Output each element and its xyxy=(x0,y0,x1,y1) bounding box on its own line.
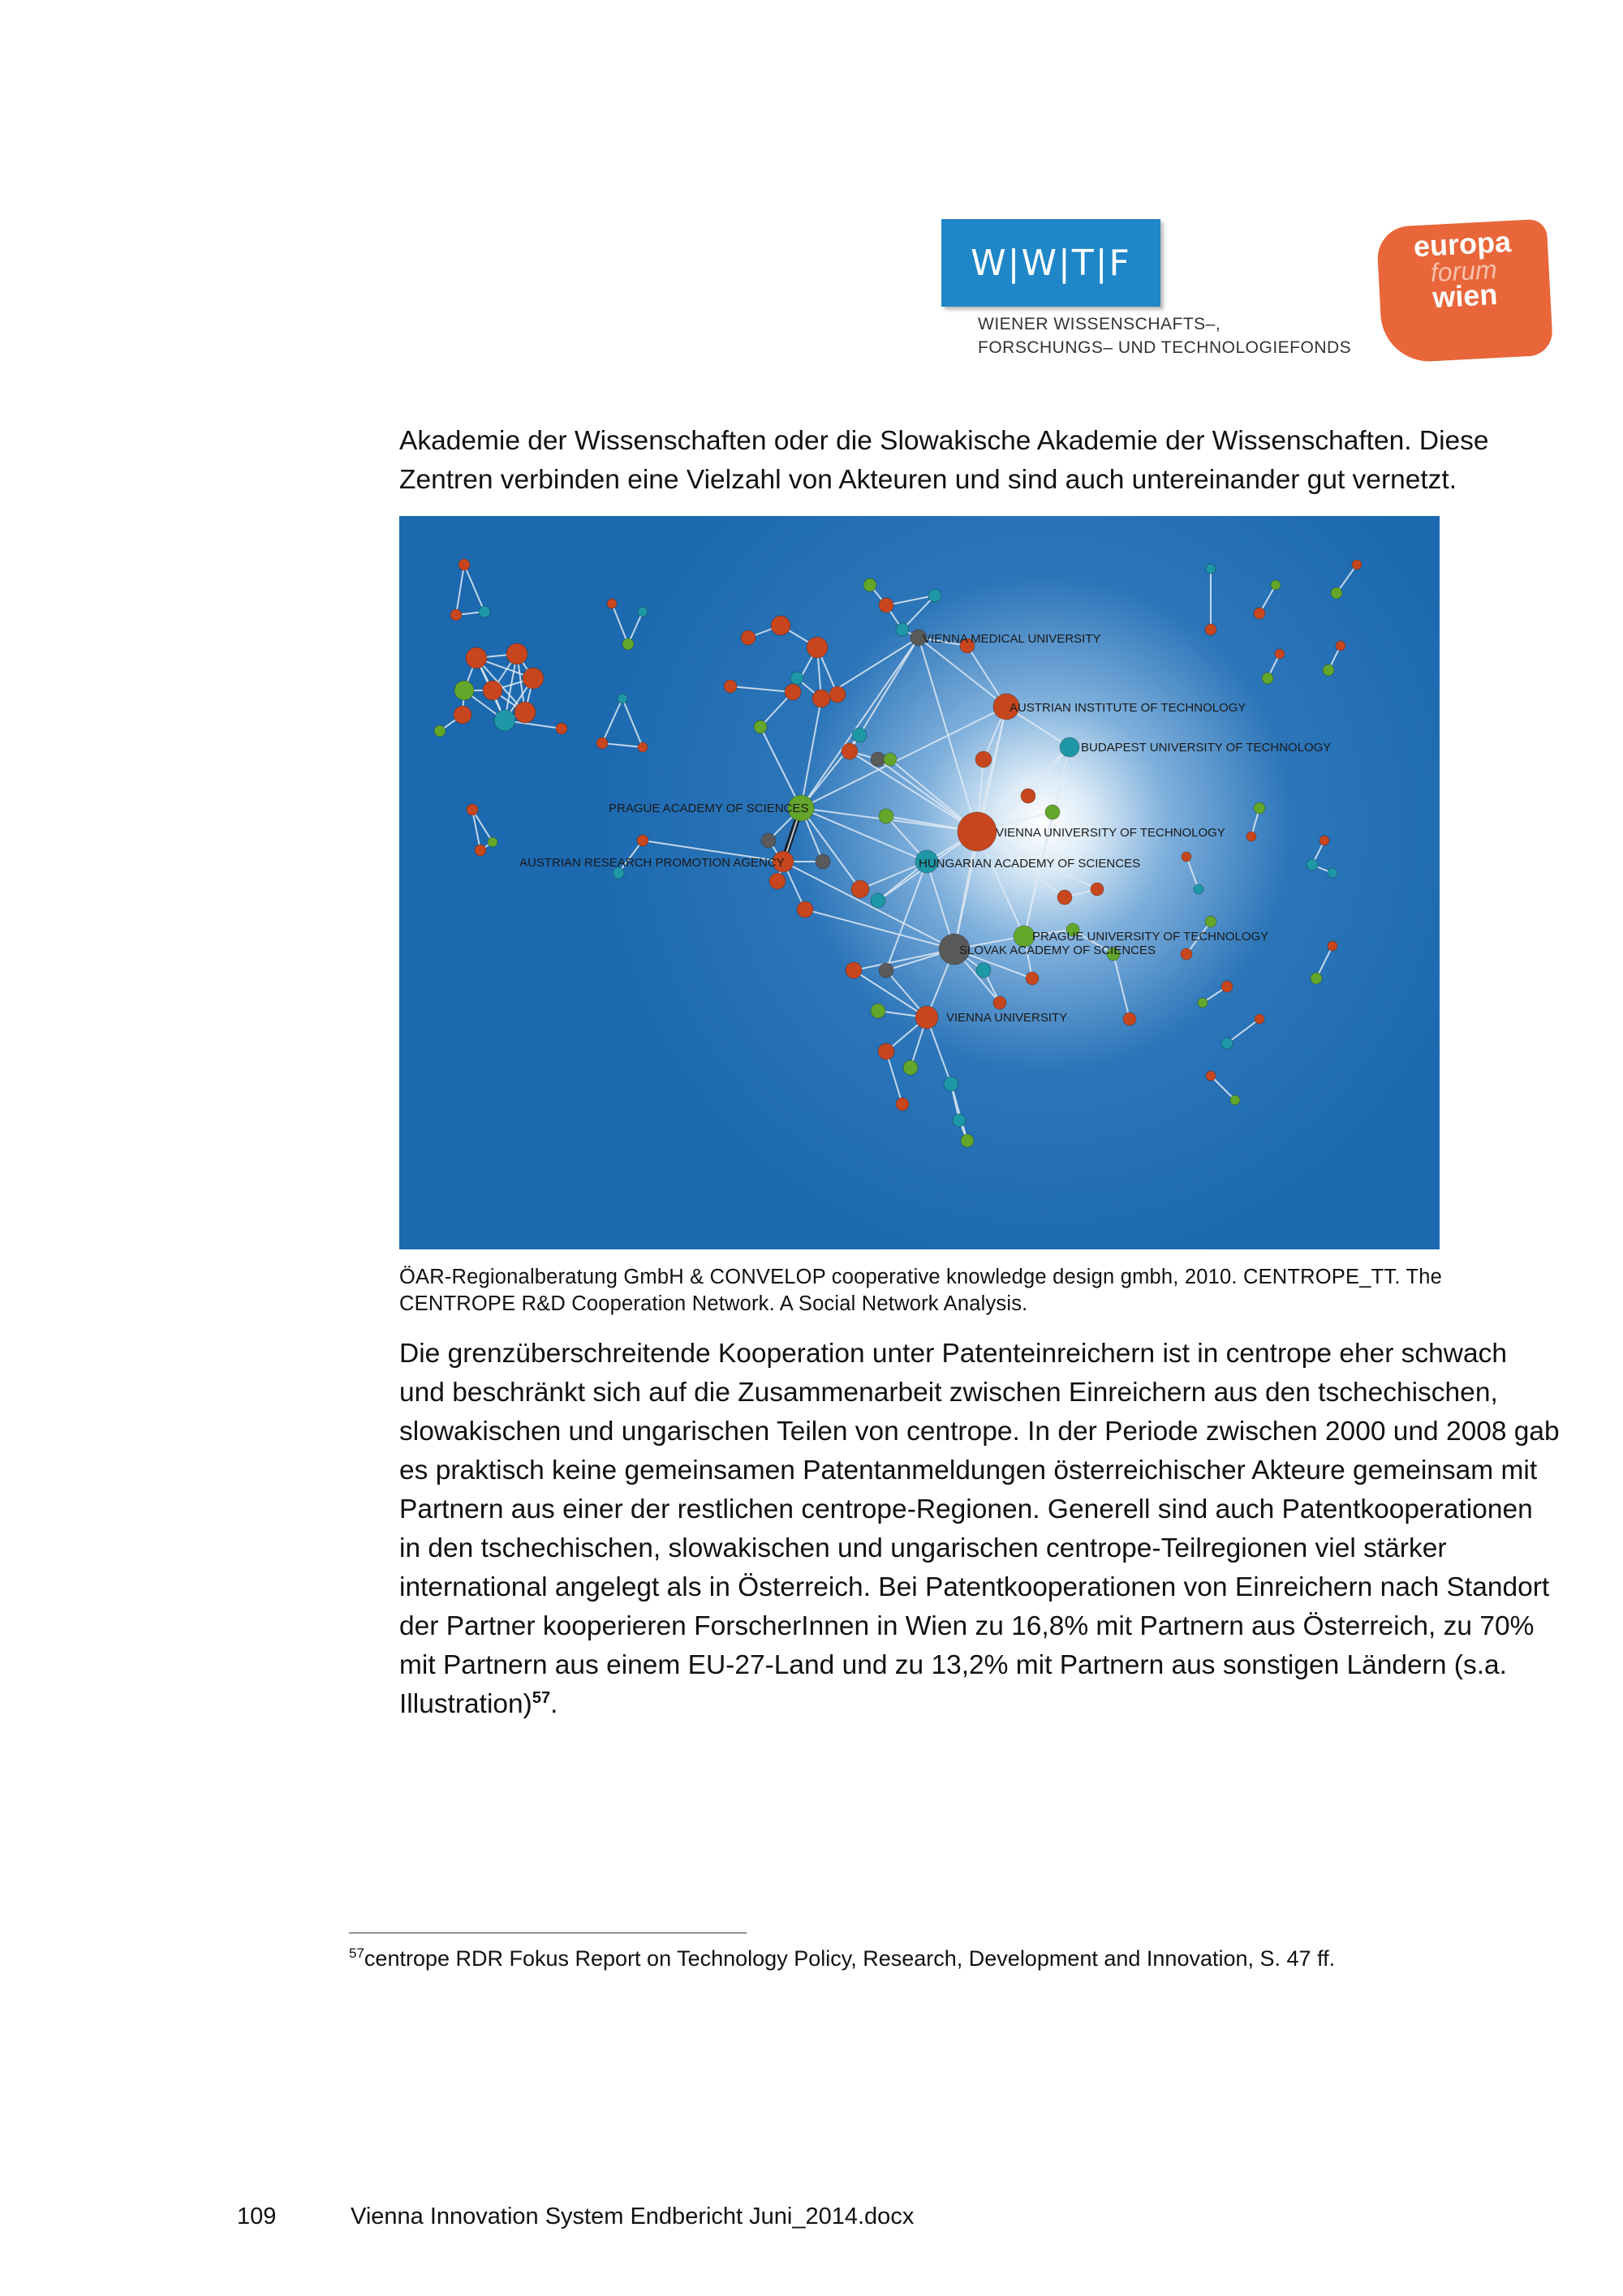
footnote-number: 57 xyxy=(349,1946,364,1961)
network-node xyxy=(467,804,478,815)
network-node xyxy=(1045,805,1060,819)
footnote-text: centrope RDR Fokus Report on Technology Policy, Research, Development and Innovation, S. 47 ff. xyxy=(364,1946,1336,1971)
network-node xyxy=(879,598,893,613)
network-node xyxy=(846,962,862,978)
network-node-label: AUSTRIAN INSTITUTE OF TECHNOLOGY xyxy=(1010,701,1246,715)
network-edge xyxy=(850,751,977,832)
network-node-label: VIENNA UNIVERSITY xyxy=(946,1011,1068,1025)
network-edge xyxy=(456,565,464,615)
network-node xyxy=(871,893,885,908)
network-edge xyxy=(622,699,643,747)
network-node xyxy=(724,680,737,693)
network-node xyxy=(494,710,515,731)
network-edge xyxy=(1113,954,1130,1019)
main-paragraph xyxy=(399,1335,1560,1724)
network-node xyxy=(1275,649,1285,659)
network-node xyxy=(638,607,648,617)
network-node xyxy=(1221,981,1233,992)
network-node xyxy=(450,609,462,621)
figure-caption: ÖAR-Regionalberatung GmbH & CONVELOP cooperative knowledge design gmbh, 2010. CENTROPE_TT. The CENTROPE R&D Cooperation Network. A Social Network Analysis. xyxy=(399,1266,1442,1315)
network-node-label: BUDAPEST UNIVERSITY OF TECHNOLOGY xyxy=(1081,741,1332,755)
network-node xyxy=(1057,890,1072,905)
network-node xyxy=(618,694,627,703)
network-node xyxy=(1328,868,1337,878)
main-paragraph-end: . xyxy=(550,1689,558,1719)
network-node xyxy=(879,809,893,823)
network-node xyxy=(976,963,991,978)
network-node xyxy=(851,880,869,898)
network-node xyxy=(879,963,893,978)
network-node xyxy=(871,1004,885,1018)
network-node xyxy=(958,812,997,851)
network-node xyxy=(1328,941,1337,951)
network-node xyxy=(812,690,830,707)
network-node xyxy=(896,623,909,636)
footnote-reference[interactable]: 57 xyxy=(532,1688,551,1707)
network-node xyxy=(1026,972,1039,985)
network-node xyxy=(1123,1013,1136,1025)
network-node xyxy=(1262,673,1273,684)
network-node xyxy=(1307,859,1318,871)
network-node xyxy=(903,1060,918,1075)
network-node-label: VIENNA MEDICAL UNIVERSITY xyxy=(923,632,1101,646)
network-node xyxy=(761,833,776,848)
network-node xyxy=(993,996,1006,1009)
network-node xyxy=(1311,973,1322,984)
network-node xyxy=(871,752,885,767)
network-node xyxy=(1206,1071,1216,1081)
wwtf-logo-letters: W|W|T|F xyxy=(971,242,1131,284)
network-node xyxy=(556,723,567,734)
network-node xyxy=(637,835,648,846)
main-paragraph-text: Die grenzüberschreitende Kooperation unter Patenteinreichern ist in centrope eher schwach und beschränkt sich auf die Zusammenarbeit zwischen Einreichern aus den tschechischen, slowakischen und ungarischen Teilen von centrope. In der Periode zwischen 2000 und 2008 gab es praktisch keine gemeinsamen Patentanmeldungen österreichischer Akteure gemeinsam mit Partnern aus einer der restlichen centrope-Regionen. Generell sind auch Patentkooperationen in den tschechischen, slowakischen und ungarischen centrope-Teilregionen viel stärker international angelegt als in Österreich. Bei Patentkooperationen von Einreichern nach Standort der Partner kooperieren ForscherInnen in Wien zu 16,8% mit Partnern aus Österreich, zu 70% mit Partnern aus einem EU-27-Land und zu 13,2% mit Partnern aus sonstigen Ländern (s.a. Illustration) xyxy=(399,1339,1560,1719)
network-nodes xyxy=(434,559,1362,1147)
network-edge xyxy=(801,699,821,808)
network-node xyxy=(475,845,486,856)
network-node xyxy=(797,901,813,918)
network-node xyxy=(953,1114,966,1127)
network-node xyxy=(829,686,846,703)
network-edge xyxy=(464,565,484,612)
network-node xyxy=(1271,580,1281,590)
network-edge xyxy=(854,970,927,1017)
network-node xyxy=(1254,802,1265,814)
network-node xyxy=(807,637,828,658)
network-figure xyxy=(399,516,1440,1249)
wwtf-logo-subtitle: WIENER WISSENSCHAFTS–, FORSCHUNGS– UND TECHNOLOGIEFONDS xyxy=(978,315,1352,357)
network-node xyxy=(1246,832,1256,841)
network-graph xyxy=(399,516,1440,1249)
network-node xyxy=(785,684,801,700)
network-node-label: PRAGUE UNIVERSITY OF TECHNOLOGY xyxy=(1032,930,1269,944)
network-node xyxy=(1323,664,1334,676)
network-node xyxy=(1254,608,1265,619)
network-edge xyxy=(612,604,628,644)
network-node xyxy=(454,706,471,724)
network-node xyxy=(1230,1095,1240,1105)
network-edge xyxy=(805,909,954,949)
network-node xyxy=(884,753,897,766)
network-node xyxy=(1319,836,1329,845)
network-node xyxy=(638,742,648,752)
network-node xyxy=(466,647,487,669)
network-node xyxy=(790,672,803,685)
network-node xyxy=(622,638,634,650)
network-node xyxy=(842,743,858,759)
network-edge xyxy=(602,743,643,747)
network-node xyxy=(1021,789,1035,803)
network-node xyxy=(1182,852,1191,862)
network-node xyxy=(1221,1038,1233,1049)
network-node xyxy=(1194,884,1203,894)
network-node xyxy=(1091,883,1104,896)
network-node xyxy=(1352,560,1362,570)
europa-forum-wien-logo: europa forum wien xyxy=(1376,219,1554,364)
network-node-label: AUSTRIAN RESEARCH PROMOTION AGENCY xyxy=(519,856,785,870)
network-node xyxy=(896,1098,909,1111)
network-node xyxy=(816,854,830,869)
network-node xyxy=(754,720,767,733)
network-node xyxy=(596,737,608,749)
network-node xyxy=(769,873,786,889)
network-node xyxy=(1198,998,1208,1008)
network-node xyxy=(458,559,470,570)
network-node xyxy=(1060,737,1079,757)
network-node xyxy=(488,837,497,847)
network-edge xyxy=(760,727,801,808)
network-node xyxy=(1255,1014,1264,1024)
intro-paragraph: Akademie der Wissenschaften oder die Slowakische Akademie der Wissenschaften. Diese Zentren verbinden eine Vielzahl von Akteuren und sind auch untereinander gut vernetzt. xyxy=(399,426,1489,495)
wwtf-logo xyxy=(941,219,1160,307)
network-node xyxy=(514,702,536,723)
network-node xyxy=(607,599,617,608)
network-node xyxy=(771,616,790,635)
network-node-label: SLOVAK ACADEMY OF SCIENCES xyxy=(959,944,1156,957)
network-node xyxy=(506,643,527,664)
network-node xyxy=(1205,624,1216,635)
network-edge xyxy=(730,686,793,692)
network-labels xyxy=(519,632,1331,1025)
network-node-label: VIENNA UNIVERSITY OF TECHNOLOGY xyxy=(996,826,1225,840)
network-node xyxy=(1336,641,1345,651)
network-edge xyxy=(951,1084,967,1141)
network-node xyxy=(944,1077,958,1091)
footnote xyxy=(349,1946,1335,1971)
network-node xyxy=(878,1043,894,1060)
network-node xyxy=(1205,916,1216,927)
network-edge xyxy=(602,699,622,743)
network-node xyxy=(454,681,474,700)
network-node xyxy=(961,1134,974,1147)
network-node xyxy=(863,578,876,591)
network-node-label: PRAGUE ACADEMY OF SCIENCES xyxy=(609,802,809,815)
network-node xyxy=(915,1006,938,1029)
network-node xyxy=(1181,948,1192,960)
network-node xyxy=(852,728,867,742)
network-node xyxy=(434,725,446,737)
network-node xyxy=(975,751,992,767)
network-node xyxy=(479,606,490,617)
network-node xyxy=(523,668,544,689)
page-number: 109 xyxy=(237,2204,277,2229)
network-node xyxy=(928,589,941,602)
footer-document-title: Vienna Innovation System Endbericht Juni_2014.docx xyxy=(351,2204,915,2229)
network-edges xyxy=(440,565,1357,1141)
network-node xyxy=(1331,587,1342,599)
network-node-label: HUNGARIAN ACADEMY OF SCIENCES xyxy=(919,857,1141,871)
network-node xyxy=(483,681,502,700)
network-node xyxy=(741,630,756,645)
network-node xyxy=(1206,564,1216,574)
